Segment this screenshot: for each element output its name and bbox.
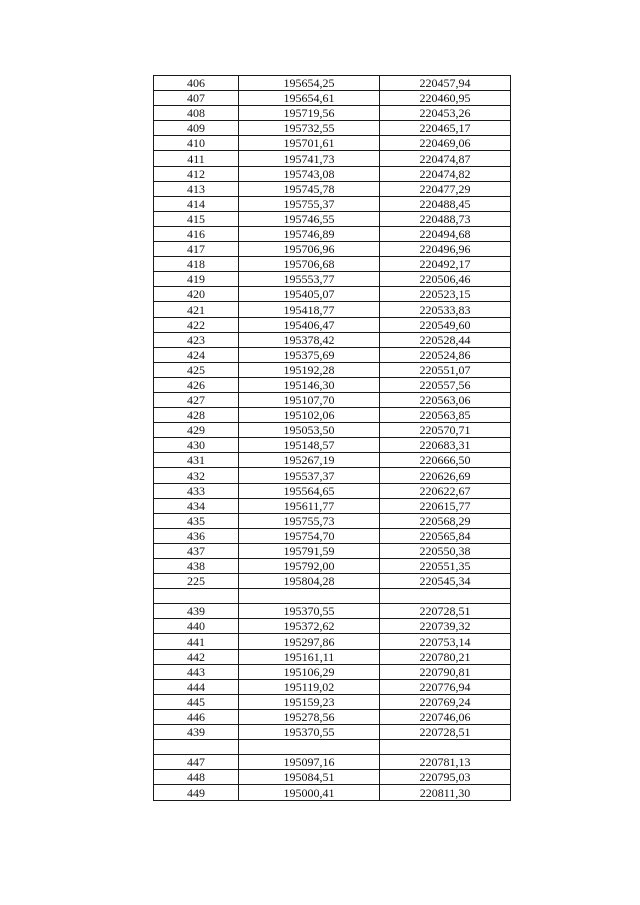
point-number-cell: [154, 589, 239, 604]
point-number-cell: 421: [154, 302, 239, 317]
x-coordinate-cell: 195611,77: [239, 498, 380, 513]
x-coordinate-cell: [239, 740, 380, 755]
y-coordinate-cell: 220549,60: [380, 317, 511, 332]
table-row: [154, 332, 511, 347]
y-coordinate-cell: 220683,31: [380, 438, 511, 453]
x-coordinate-cell: 195537,37: [239, 468, 380, 483]
x-coordinate-cell: 195732,55: [239, 121, 380, 136]
y-coordinate-cell: 220790,81: [380, 664, 511, 679]
point-number-cell: 409: [154, 121, 239, 136]
table-row: [154, 302, 511, 317]
y-coordinate-cell: 220753,14: [380, 634, 511, 649]
y-coordinate-cell: 220776,94: [380, 679, 511, 694]
table-row: [154, 272, 511, 287]
point-number-cell: 432: [154, 468, 239, 483]
coordinates-table-body: [154, 76, 511, 801]
point-number-cell: 448: [154, 770, 239, 785]
table-row: [154, 634, 511, 649]
x-coordinate-cell: 195564,65: [239, 483, 380, 498]
y-coordinate-cell: 220474,82: [380, 166, 511, 181]
x-coordinate-cell: 195804,28: [239, 574, 380, 589]
x-coordinate-cell: 195791,59: [239, 543, 380, 558]
point-number-cell: 418: [154, 257, 239, 272]
table-row: [154, 543, 511, 558]
x-coordinate-cell: 195706,96: [239, 242, 380, 257]
x-coordinate-cell: 195405,07: [239, 287, 380, 302]
x-coordinate-cell: 195406,47: [239, 317, 380, 332]
point-number-cell: 439: [154, 604, 239, 619]
y-coordinate-cell: 220563,06: [380, 392, 511, 407]
x-coordinate-cell: 195745,78: [239, 181, 380, 196]
table-row: [154, 211, 511, 226]
table-row: [154, 423, 511, 438]
x-coordinate-cell: 195161,11: [239, 649, 380, 664]
point-number-cell: 225: [154, 574, 239, 589]
table-row: [154, 121, 511, 136]
x-coordinate-cell: 195418,77: [239, 302, 380, 317]
x-coordinate-cell: 195000,41: [239, 785, 380, 800]
x-coordinate-cell: 195755,37: [239, 196, 380, 211]
point-number-cell: 447: [154, 755, 239, 770]
y-coordinate-cell: 220524,86: [380, 347, 511, 362]
table-row: [154, 392, 511, 407]
point-number-cell: 428: [154, 408, 239, 423]
y-coordinate-cell: 220728,51: [380, 725, 511, 740]
point-number-cell: 436: [154, 528, 239, 543]
point-number-cell: 441: [154, 634, 239, 649]
y-coordinate-cell: 220557,56: [380, 377, 511, 392]
x-coordinate-cell: 195148,57: [239, 438, 380, 453]
table-row: [154, 770, 511, 785]
point-number-cell: [154, 740, 239, 755]
table-row: [154, 408, 511, 423]
table-row: [154, 679, 511, 694]
x-coordinate-cell: 195102,06: [239, 408, 380, 423]
y-coordinate-cell: [380, 740, 511, 755]
point-number-cell: 417: [154, 242, 239, 257]
x-coordinate-cell: 195370,55: [239, 604, 380, 619]
x-coordinate-cell: 195746,89: [239, 226, 380, 241]
point-number-cell: 440: [154, 619, 239, 634]
point-number-cell: 444: [154, 679, 239, 694]
x-coordinate-cell: 195701,61: [239, 136, 380, 151]
y-coordinate-cell: 220795,03: [380, 770, 511, 785]
point-number-cell: 422: [154, 317, 239, 332]
y-coordinate-cell: 220477,29: [380, 181, 511, 196]
point-number-cell: 427: [154, 392, 239, 407]
table-row: [154, 619, 511, 634]
y-coordinate-cell: 220565,84: [380, 528, 511, 543]
x-coordinate-cell: 195119,02: [239, 679, 380, 694]
y-coordinate-cell: 220626,69: [380, 468, 511, 483]
point-number-cell: 414: [154, 196, 239, 211]
x-coordinate-cell: 195375,69: [239, 347, 380, 362]
y-coordinate-cell: 220469,06: [380, 136, 511, 151]
x-coordinate-cell: 195267,19: [239, 453, 380, 468]
x-coordinate-cell: 195553,77: [239, 272, 380, 287]
y-coordinate-cell: 220568,29: [380, 513, 511, 528]
table-row: [154, 166, 511, 181]
x-coordinate-cell: 195370,55: [239, 725, 380, 740]
table-row: [154, 91, 511, 106]
y-coordinate-cell: 220533,83: [380, 302, 511, 317]
y-coordinate-cell: 220551,35: [380, 559, 511, 574]
table-row: [154, 151, 511, 166]
table-row: [154, 181, 511, 196]
point-number-cell: 438: [154, 559, 239, 574]
y-coordinate-cell: 220460,95: [380, 91, 511, 106]
table-row: [154, 347, 511, 362]
x-coordinate-cell: 195755,73: [239, 513, 380, 528]
y-coordinate-cell: 220488,45: [380, 196, 511, 211]
x-coordinate-cell: 195741,73: [239, 151, 380, 166]
table-row: [154, 709, 511, 724]
x-coordinate-cell: 195106,29: [239, 664, 380, 679]
y-coordinate-cell: 220488,73: [380, 211, 511, 226]
point-number-cell: 406: [154, 76, 239, 91]
coordinates-table: [153, 75, 511, 801]
point-number-cell: 443: [154, 664, 239, 679]
y-coordinate-cell: 220551,07: [380, 362, 511, 377]
table-row: [154, 498, 511, 513]
x-coordinate-cell: 195192,28: [239, 362, 380, 377]
point-number-cell: 419: [154, 272, 239, 287]
x-coordinate-cell: 195654,25: [239, 76, 380, 91]
x-coordinate-cell: 195746,55: [239, 211, 380, 226]
table-row: [154, 528, 511, 543]
point-number-cell: 408: [154, 106, 239, 121]
point-number-cell: 430: [154, 438, 239, 453]
table-row: [154, 483, 511, 498]
y-coordinate-cell: 220453,26: [380, 106, 511, 121]
x-coordinate-cell: 195159,23: [239, 694, 380, 709]
y-coordinate-cell: 220769,24: [380, 694, 511, 709]
y-coordinate-cell: 220506,46: [380, 272, 511, 287]
x-coordinate-cell: 195754,70: [239, 528, 380, 543]
table-row: [154, 362, 511, 377]
point-number-cell: 425: [154, 362, 239, 377]
point-number-cell: 435: [154, 513, 239, 528]
point-number-cell: 410: [154, 136, 239, 151]
point-number-cell: 415: [154, 211, 239, 226]
table-row: [154, 468, 511, 483]
table-row: [154, 257, 511, 272]
y-coordinate-cell: [380, 589, 511, 604]
y-coordinate-cell: 220550,38: [380, 543, 511, 558]
y-coordinate-cell: 220474,87: [380, 151, 511, 166]
point-number-cell: 420: [154, 287, 239, 302]
table-row: [154, 242, 511, 257]
point-number-cell: 439: [154, 725, 239, 740]
x-coordinate-cell: 195719,56: [239, 106, 380, 121]
table-row: [154, 453, 511, 468]
table-row: [154, 559, 511, 574]
y-coordinate-cell: 220492,17: [380, 257, 511, 272]
point-number-cell: 416: [154, 226, 239, 241]
y-coordinate-cell: 220746,06: [380, 709, 511, 724]
x-coordinate-cell: 195654,61: [239, 91, 380, 106]
x-coordinate-cell: [239, 589, 380, 604]
point-number-cell: 429: [154, 423, 239, 438]
x-coordinate-cell: 195146,30: [239, 377, 380, 392]
y-coordinate-cell: 220781,13: [380, 755, 511, 770]
y-coordinate-cell: 220494,68: [380, 226, 511, 241]
y-coordinate-cell: 220728,51: [380, 604, 511, 619]
table-row: [154, 196, 511, 211]
table-row: [154, 649, 511, 664]
table-row: [154, 664, 511, 679]
point-number-cell: 445: [154, 694, 239, 709]
y-coordinate-cell: 220496,96: [380, 242, 511, 257]
x-coordinate-cell: 195297,86: [239, 634, 380, 649]
x-coordinate-cell: 195372,62: [239, 619, 380, 634]
table-row: [154, 513, 511, 528]
point-number-cell: 424: [154, 347, 239, 362]
point-number-cell: 413: [154, 181, 239, 196]
x-coordinate-cell: 195084,51: [239, 770, 380, 785]
table-row: [154, 755, 511, 770]
point-number-cell: 449: [154, 785, 239, 800]
x-coordinate-cell: 195097,16: [239, 755, 380, 770]
point-number-cell: 434: [154, 498, 239, 513]
y-coordinate-cell: 220739,32: [380, 619, 511, 634]
table-row: [154, 136, 511, 151]
y-coordinate-cell: 220811,30: [380, 785, 511, 800]
y-coordinate-cell: 220570,71: [380, 423, 511, 438]
y-coordinate-cell: 220523,15: [380, 287, 511, 302]
y-coordinate-cell: 220666,50: [380, 453, 511, 468]
point-number-cell: 423: [154, 332, 239, 347]
y-coordinate-cell: 220528,44: [380, 332, 511, 347]
x-coordinate-cell: 195107,70: [239, 392, 380, 407]
point-number-cell: 407: [154, 91, 239, 106]
point-number-cell: 433: [154, 483, 239, 498]
x-coordinate-cell: 195053,50: [239, 423, 380, 438]
point-number-cell: 446: [154, 709, 239, 724]
table-row: [154, 785, 511, 800]
point-number-cell: 412: [154, 166, 239, 181]
table-row: [154, 76, 511, 91]
table-row: [154, 438, 511, 453]
y-coordinate-cell: 220465,17: [380, 121, 511, 136]
point-number-cell: 426: [154, 377, 239, 392]
x-coordinate-cell: 195378,42: [239, 332, 380, 347]
y-coordinate-cell: 220622,67: [380, 483, 511, 498]
x-coordinate-cell: 195278,56: [239, 709, 380, 724]
table-row: [154, 106, 511, 121]
y-coordinate-cell: 220457,94: [380, 76, 511, 91]
point-number-cell: 411: [154, 151, 239, 166]
y-coordinate-cell: 220780,21: [380, 649, 511, 664]
point-number-cell: 437: [154, 543, 239, 558]
table-row: [154, 574, 511, 589]
table-row: [154, 287, 511, 302]
table-row: [154, 589, 511, 604]
table-row: [154, 377, 511, 392]
x-coordinate-cell: 195706,68: [239, 257, 380, 272]
table-row: [154, 226, 511, 241]
x-coordinate-cell: 195743,08: [239, 166, 380, 181]
table-row: [154, 725, 511, 740]
table-row: [154, 604, 511, 619]
table-row: [154, 317, 511, 332]
table-row: [154, 740, 511, 755]
y-coordinate-cell: 220545,34: [380, 574, 511, 589]
point-number-cell: 431: [154, 453, 239, 468]
table-row: [154, 694, 511, 709]
point-number-cell: 442: [154, 649, 239, 664]
y-coordinate-cell: 220615,77: [380, 498, 511, 513]
x-coordinate-cell: 195792,00: [239, 559, 380, 574]
y-coordinate-cell: 220563,85: [380, 408, 511, 423]
